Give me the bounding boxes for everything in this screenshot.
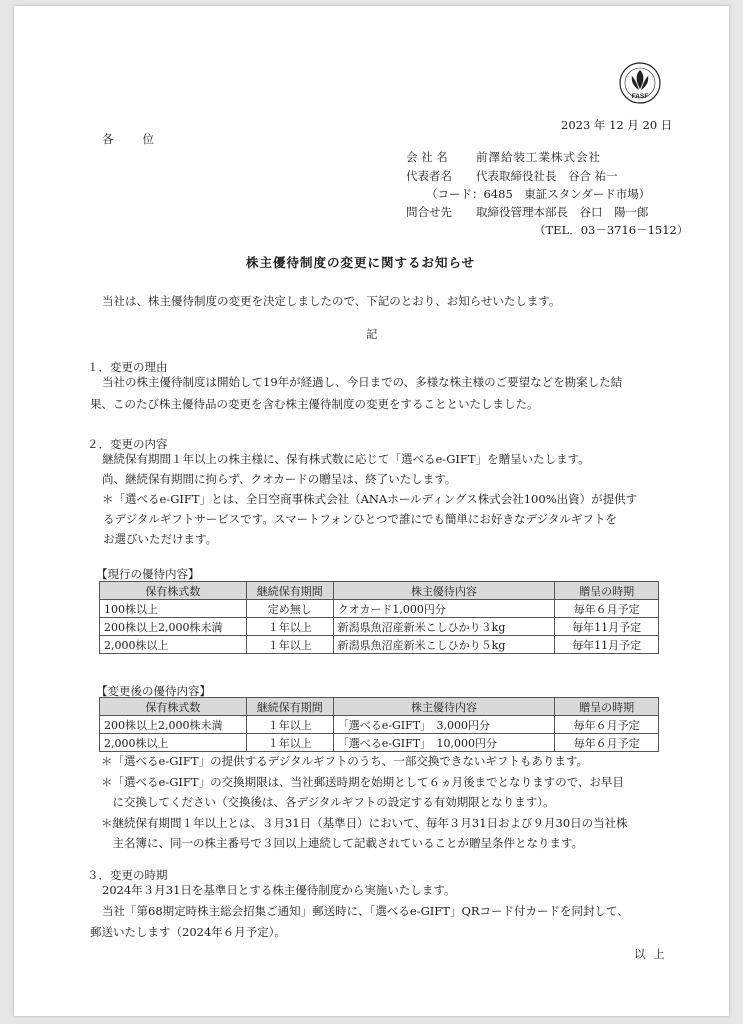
table-cell: 新潟県魚沼産新米こしひかり５kg xyxy=(333,636,555,654)
body-line: 当社「第68期定時株主総会招集ご通知」郵送時に、「選べるe-GIFT」QRコード付カードを同封して、 xyxy=(102,904,629,918)
table-header-cell: 継続保有期間 xyxy=(246,698,333,716)
table-cell: 「選べるe-GIFT」 3,000円分 xyxy=(333,716,555,734)
new-benefits-table xyxy=(99,697,659,752)
body-line: 継続保有期間１年以上の株主様に、保有株式数に応じて「選べるe-GIFT」を贈呈いたします。 xyxy=(102,452,590,466)
table-cell: 新潟県魚沼産新米こしひかり３kg xyxy=(333,618,555,636)
table-row xyxy=(100,716,659,734)
current-table-caption: 【現行の優待内容】 xyxy=(96,567,200,581)
table-cell: 200株以上2,000株未満 xyxy=(100,618,247,636)
table-row xyxy=(100,618,659,636)
table-header-cell: 保有株式数 xyxy=(100,582,247,600)
table-header-cell: 継続保有期間 xyxy=(246,582,333,600)
table-row xyxy=(100,636,659,654)
stock-code: （コード：6485 東証スタンダード市場） xyxy=(426,187,651,201)
table-cell: 2,000株以上 xyxy=(100,636,247,654)
table-header-cell: 贈呈の時期 xyxy=(555,698,659,716)
table-cell: １年以上 xyxy=(246,734,333,752)
contact-label: 問合せ先 xyxy=(406,205,452,219)
company-name: 前澤給装工業株式会社 xyxy=(476,150,601,164)
intro-text: 当社は、株主優待制度の変更を決定しましたので、下記のとおり、お知らせいたします。 xyxy=(102,294,561,308)
table-cell: 毎年11月予定 xyxy=(555,636,659,654)
table-cell: 100株以上 xyxy=(100,600,247,618)
logo-text: FASF xyxy=(631,93,649,100)
company-label: 会 社 名 xyxy=(406,150,448,164)
table-cell: １年以上 xyxy=(246,716,333,734)
table-header-cell: 株主優待内容 xyxy=(333,698,555,716)
note-line: に交換してください（交換後は、各デジタルギフトの設定する有効期限となります）。 xyxy=(101,795,555,809)
document-title: 株主優待制度の変更に関するお知らせ xyxy=(246,255,476,270)
section-timing-heading: ３．変更の時期 xyxy=(87,868,168,882)
contact-name: 取締役管理本部長 谷口 陽一郎 xyxy=(476,205,649,219)
body-line: 果、このたび株主優待品の変更を含む株主優待制度の変更をすることといたしました。 xyxy=(90,397,539,411)
closing-mark: 以 上 xyxy=(634,947,667,961)
contact-tel: （TEL．03－3716－1512） xyxy=(534,223,689,237)
representative-name: 代表取締役社長 谷合 祐一 xyxy=(476,169,618,183)
table-row xyxy=(100,600,659,618)
table-cell: 毎年11月予定 xyxy=(555,618,659,636)
document-page xyxy=(14,6,729,1016)
table-header-cell: 贈呈の時期 xyxy=(555,582,659,600)
note-line: ＊「選べるe-GIFT」の提供するデジタルギフトのうち、一部交換できないギフトもあります。 xyxy=(101,754,588,768)
table-cell: 2,000株以上 xyxy=(100,734,247,752)
section-content-body xyxy=(102,449,637,549)
note-line: 主名簿に、同一の株主番号で３回以上連続して記載されていることが贈呈条件となります。 xyxy=(101,836,584,850)
body-line: 当社の株主優待制度は開始して19年が経過し、今日までの、多様な株主様のご要望などを勘案した結 xyxy=(102,375,623,389)
representative-label: 代表者名 xyxy=(406,169,452,183)
table-cell: クオカード1,000円分 xyxy=(333,600,555,618)
table-header-row xyxy=(100,582,659,600)
body-line: ＊「選べるe-GIFT」とは、全日空商事株式会社（ANAホールディングス株式会社100%出資）が提供す xyxy=(102,492,638,506)
table-cell: 「選べるe-GIFT」 10,000円分 xyxy=(333,734,555,752)
body-line: るデジタルギフトサービスです。スマートフォンひとつで誰にでも簡単にお好きなデジタルギフトを xyxy=(103,512,617,526)
body-line: 2024年３月31日を基準日とする株主優待制度から実施いたします。 xyxy=(102,883,456,897)
section-reason-body xyxy=(90,371,622,415)
document-date: 2023 年 12 月 20 日 xyxy=(561,118,673,132)
section-content-heading: ２．変更の内容 xyxy=(87,437,168,451)
ki-mark: 記 xyxy=(366,327,378,341)
section-reason-heading: １．変更の理由 xyxy=(87,360,168,374)
table-cell: １年以上 xyxy=(246,618,333,636)
notes-block xyxy=(101,751,628,854)
body-line: 郵送いたします（2024年６月予定）。 xyxy=(90,925,287,939)
section-timing-body xyxy=(90,880,629,943)
table-cell: 定め無し xyxy=(246,600,333,618)
table-cell: 200株以上2,000株未満 xyxy=(100,716,247,734)
note-line: ＊継続保有期間１年以上とは、３月31日（基準日）において、毎年３月31日および９月30日の当社株 xyxy=(101,815,628,830)
note-line: ＊「選べるe-GIFT」の交換期限は、当社郵送時期を始期として６ヵ月後までとなりますので、お早目 xyxy=(101,774,624,789)
new-table-caption: 【変更後の優待内容】 xyxy=(96,684,211,698)
fasf-logo-icon xyxy=(619,62,661,104)
table-cell: 毎年６月予定 xyxy=(555,716,659,734)
addressee: 各 位 xyxy=(102,132,156,146)
body-line: お選びいただけます。 xyxy=(103,532,218,546)
table-row xyxy=(100,734,659,752)
table-header-row xyxy=(100,698,659,716)
table-cell: 毎年６月予定 xyxy=(555,600,659,618)
body-line: 尚、継続保有期間に拘らず、クオカードの贈呈は、終了いたします。 xyxy=(102,472,457,486)
table-cell: 毎年６月予定 xyxy=(555,734,659,752)
table-header-cell: 株主優待内容 xyxy=(333,582,555,600)
current-benefits-table xyxy=(99,581,659,654)
table-header-cell: 保有株式数 xyxy=(100,698,247,716)
table-cell: １年以上 xyxy=(246,636,333,654)
